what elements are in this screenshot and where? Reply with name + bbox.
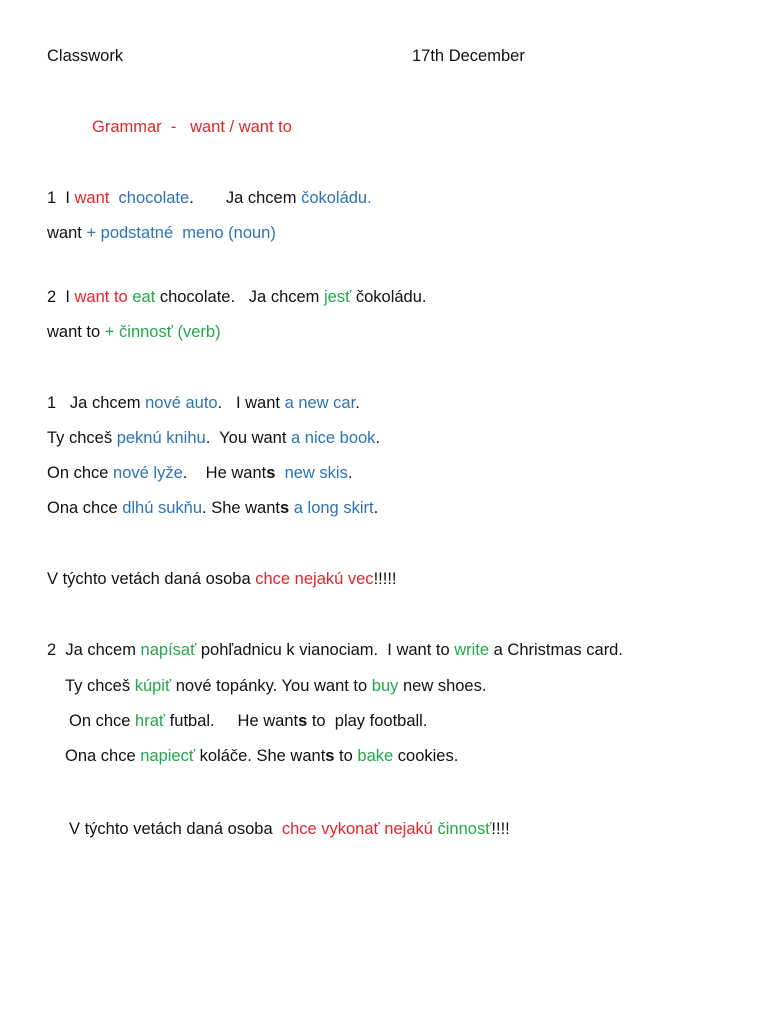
text: 2 I: [47, 288, 75, 306]
verb: bake: [357, 747, 394, 765]
list2-line-2: [65, 675, 486, 697]
noun: dlhú sukňu: [122, 499, 203, 517]
note-1: [47, 568, 396, 590]
list1-line-2: [47, 427, 380, 449]
noun-chocolate: chocolate: [118, 189, 190, 207]
text: 1 Ja chcem: [47, 394, 146, 412]
list2-line-1: [47, 639, 623, 661]
text: . Ja chcem: [189, 189, 302, 207]
verb: buy: [371, 677, 399, 695]
keyword-want: want: [74, 189, 110, 207]
text: to: [334, 747, 358, 765]
text: !!!!: [491, 820, 510, 838]
noun: peknú knihu: [116, 429, 206, 447]
verb: kúpiť: [134, 677, 172, 695]
noun-cokoladu: čokoládu.: [301, 189, 372, 207]
grammar-label: Grammar -: [92, 118, 191, 136]
text: a Christmas card.: [489, 641, 623, 659]
list2-line-4: [65, 745, 458, 767]
text: [275, 464, 284, 482]
keyword-want-to: want to: [74, 288, 133, 306]
text: On chce: [47, 464, 114, 482]
noun: a new car: [284, 394, 356, 412]
header-left: Classwork: [47, 47, 124, 65]
text: want to: [47, 323, 105, 341]
text: V týchto vetách daná osoba: [47, 570, 256, 588]
text: . She want: [202, 499, 280, 517]
text: new shoes.: [398, 677, 487, 695]
text: nové topánky. You want to: [171, 677, 372, 695]
noun: nové auto: [145, 394, 218, 412]
text: Ty chceš: [47, 429, 117, 447]
verb: write: [454, 641, 490, 659]
rule-verb: činnosť (verb): [119, 323, 221, 341]
text: čokoládu.: [351, 288, 427, 306]
noun: nové lyže: [113, 464, 183, 482]
text: 2 Ja chcem: [47, 641, 141, 659]
emphasis: chce vykonať nejakú: [281, 820, 438, 838]
text: Ty chceš: [65, 677, 135, 695]
verb: napiecť: [140, 747, 196, 765]
emphasis: chce nejakú vec: [255, 570, 374, 588]
rule-noun: + podstatné meno (noun): [86, 224, 276, 242]
text: On chce: [69, 712, 136, 730]
text: futbal. He want: [165, 712, 299, 730]
text: to play football.: [307, 712, 428, 730]
grammar-topic: want / want to: [190, 118, 292, 136]
text: Ona chce: [65, 747, 141, 765]
suffix-s: s: [280, 499, 290, 517]
text: .: [375, 429, 381, 447]
list1-line-1: [47, 392, 360, 414]
suffix-s: s: [325, 747, 335, 765]
list1-line-4: [47, 497, 378, 519]
noun: a long skirt: [293, 499, 374, 517]
text: V týchto vetách daná osoba: [69, 820, 282, 838]
text: pohľadnicu k vianociam. I want to: [196, 641, 455, 659]
noun: a nice book: [291, 429, 376, 447]
example-1-rule: [47, 222, 276, 244]
example-2-sentence: [47, 286, 427, 308]
verb-jest: jesť: [324, 288, 352, 306]
text: Ona chce: [47, 499, 123, 517]
suffix-s: s: [298, 712, 308, 730]
text: . You want: [205, 429, 292, 447]
text: .: [373, 499, 379, 517]
example-2-rule: [47, 321, 221, 343]
list1-line-3: [47, 462, 352, 484]
note-2: [69, 818, 510, 840]
plus-sign: +: [104, 323, 120, 341]
emphasis-verb: činnosť: [437, 820, 492, 838]
suffix-s: s: [266, 464, 276, 482]
text: koláče. She want: [195, 747, 326, 765]
text: 1 I: [47, 189, 75, 207]
header-date: 17th December: [412, 47, 525, 65]
list2-line-3: [69, 710, 427, 732]
text: [109, 189, 118, 207]
text: chocolate. Ja chcem: [155, 288, 324, 306]
noun: new skis: [284, 464, 348, 482]
verb-eat: eat: [132, 288, 156, 306]
text: . I want: [217, 394, 285, 412]
text: want: [47, 224, 87, 242]
example-1-sentence: [47, 187, 372, 209]
grammar-title: [92, 116, 292, 138]
verb: hrať: [135, 712, 166, 730]
verb: napísať: [140, 641, 197, 659]
text: .: [355, 394, 360, 412]
text: . He want: [182, 464, 267, 482]
text: .: [347, 464, 353, 482]
text: !!!!!: [373, 570, 397, 588]
text: cookies.: [393, 747, 459, 765]
